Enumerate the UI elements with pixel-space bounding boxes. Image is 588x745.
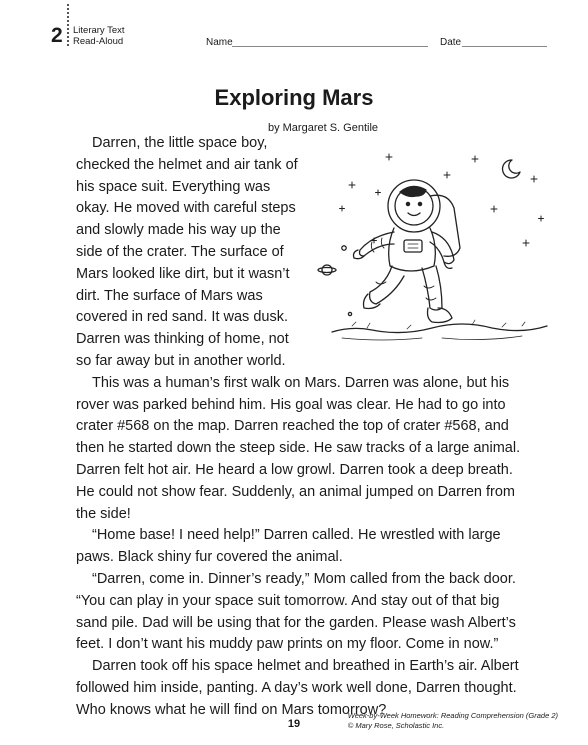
credit-line: © Mary Rose, Scholastic Inc.: [347, 721, 445, 730]
worksheet-header: [0, 0, 588, 60]
story-byline: by Margaret S. Gentile: [267, 122, 379, 134]
text-line: Darren was thinking of home, not: [76, 331, 289, 347]
text-line: dirt. The surface of Mars was: [76, 288, 263, 304]
text-line: okay. He moved with careful steps: [76, 200, 296, 216]
text-line: This was a human’s first walk on Mars. Darren was alone, but his: [92, 375, 510, 391]
text-line: Darren took off his space helmet and breathed in Earth’s air. Albert: [92, 658, 519, 674]
dotted-divider: [67, 4, 69, 46]
name-line[interactable]: [232, 46, 428, 47]
credit-line: Week-by-Week Homework: Reading Comprehension (Grade 2): [347, 711, 558, 720]
text-line: side of the crater. The surface of: [76, 244, 284, 260]
text-line: rover was parked behind him. His goal was clear. He had to go into: [76, 397, 506, 413]
text-line: Darren felt hot air. He heard a low growl. Darren took a deep breath.: [76, 462, 513, 478]
text-line: “You can play in your space suit tomorrow. And stay out of that big: [76, 593, 500, 609]
page-number: 19: [287, 718, 301, 730]
text-line: “Darren, come in. Dinner’s ready,” Mom called from the back door.: [92, 571, 516, 587]
text-line: Darren, the little space boy,: [92, 135, 268, 151]
text-line: followed him inside, panting. A day’s work well done, Darren thought.: [76, 680, 517, 696]
text-line: the side!: [76, 506, 131, 522]
planet-icon: [318, 265, 336, 275]
text-line: He could not show fear. Suddenly, an animal jumped on Darren from: [76, 484, 516, 500]
text-line: sand pile. Dad will be using that for the garden. Please wash Albert’s: [76, 615, 516, 631]
text-line: Who knows what he will find on Mars tomorrow?: [76, 702, 387, 718]
moon-icon: [503, 160, 520, 178]
text-line: and slowly made his way up the: [76, 222, 281, 238]
worksheet-category: [73, 25, 125, 47]
worksheet-number: 2: [51, 24, 63, 47]
astronaut-icon: [354, 180, 461, 323]
publisher-credit: [348, 711, 558, 731]
name-label: Name: [206, 37, 233, 48]
astronaut-illustration: [312, 146, 562, 346]
text-line: feet. I don’t want his muddy paw prints on my floor. Come in now.”: [76, 636, 499, 652]
category-line: Read-Aloud: [73, 36, 124, 47]
text-line: paws. Black shiny fur covered the animal.: [76, 549, 343, 565]
text-line: then he started down the steep side. He saw tracks of a large animal.: [76, 440, 521, 456]
text-line: Mars looked like dirt, but it wasn’t: [76, 266, 290, 282]
category-line: Literary Text: [73, 25, 125, 36]
stars-icon: [340, 154, 544, 246]
text-line: crater #568 on the map. Darren reached the top of crater #568, and: [76, 418, 509, 434]
text-line: so far away but in another world.: [76, 353, 286, 369]
text-line: covered in red sand. It was dusk.: [76, 309, 288, 325]
date-line[interactable]: [462, 46, 547, 47]
text-line: checked the helmet and air tank of: [76, 157, 298, 173]
text-line: “Home base! I need help!” Darren called. He wrestled with large: [92, 527, 501, 543]
story-title: Exploring Mars: [214, 85, 374, 110]
text-line: his space suit. Everything was: [76, 179, 271, 195]
date-label: Date: [440, 37, 462, 48]
